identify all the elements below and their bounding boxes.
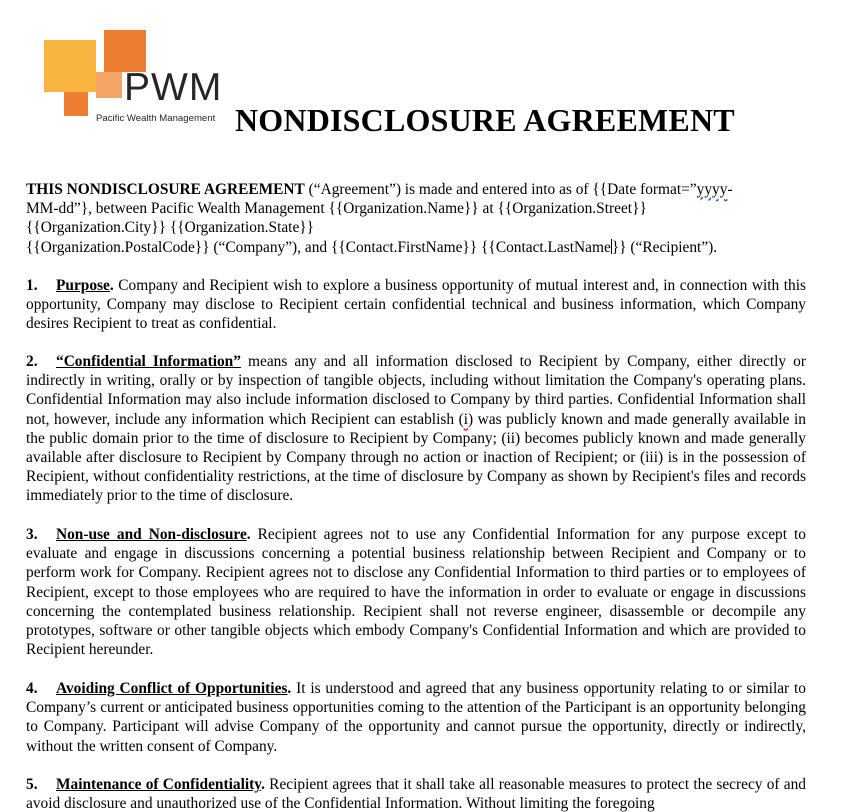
- section-avoiding-conflict: [26, 679, 806, 756]
- heading-period: .: [246, 526, 251, 543]
- section-text: Company and Recipient wish to explore a business opportunity of mutual interest and, in connection with this opportunity, Company may disclose to Recipient certain confidential technical and business information, which Company desires Recipient to treat as confidential.: [26, 277, 806, 333]
- intro-paragraph: [26, 180, 806, 257]
- section-non-use: [26, 525, 806, 659]
- intro-line-1: [26, 180, 806, 199]
- section-heading: Avoiding Conflict of Opportunities: [56, 680, 288, 697]
- pwm-logo: [44, 30, 230, 130]
- section-confidential-information: [26, 352, 806, 506]
- section-number: 2.: [26, 353, 38, 370]
- intro-line-1-end: -: [727, 181, 733, 198]
- section-purpose: [26, 276, 806, 334]
- intro-line-2: MM-dd”}, between Pacific Wealth Management {{Organization.Name}} at {{Organization.Street}}: [26, 200, 647, 218]
- section-heading: “Confidential Information”: [56, 353, 241, 370]
- section-number: 5.: [26, 776, 38, 793]
- section-text: It is understood and agreed that any business opportunity relating to or similar to Company’s current or anticipated business opportunities coming to the attention of the Participant is an opportunity belonging to Company. Participant will advise Company of the opportunity and cannot pursue the opportunity, directly or indirectly, without the written consent of Company.: [26, 680, 806, 755]
- spellcheck-flag[interactable]: i: [463, 410, 468, 428]
- section-text: Recipient agrees that it shall take all reasonable measures to protect the secrecy of and avoid disclosure and unauthorized use of the Confidential Information. Without limiting the foregoing: [26, 776, 806, 812]
- logo-wordmark: PWM: [124, 66, 223, 109]
- heading-period: .: [109, 277, 114, 294]
- section-number: 3.: [26, 526, 38, 543]
- section-text: Recipient agrees not to use any Confidential Information for any purpose except to evaluate and engage in discussions concerning a potential business relationship between Recipient and Company or to perform work for Company. Recipient agrees not to disclose any Confidential Information to third parties or to employees of Recipient, except to those employees who are required to have the information in order to evaluate or engage in discussions concerning the contemplated business relationship. Recipient shall not reverse engineer, disassemble or decompile any prototypes, software or other tangible objects which embody Company's Confidential Information and which are provided to Recipient hereunder.: [26, 526, 806, 659]
- heading-period: .: [261, 776, 265, 793]
- heading-period: .: [287, 680, 292, 697]
- intro-line-3: {{Organization.City}} {{Organization.State}}: [26, 219, 315, 237]
- section-heading: Maintenance of Confidentiality: [56, 776, 262, 793]
- section-number: 1.: [26, 277, 38, 294]
- logo-subtitle: Pacific Wealth Management: [96, 113, 216, 124]
- intro-line-4b: }} (“Recipient”).: [611, 238, 718, 256]
- section-number: 4.: [26, 680, 38, 697]
- spellcheck-flag[interactable]: yyyy: [696, 181, 728, 198]
- section-maintenance: [26, 775, 806, 812]
- section-heading: Non-use and Non-disclosure: [56, 526, 247, 543]
- document-title: NONDISCLOSURE AGREEMENT: [235, 102, 735, 138]
- logo-square-mid: [96, 72, 122, 98]
- logo-square-small: [64, 92, 88, 116]
- intro-line-4: [26, 238, 806, 257]
- intro-line-4a: {{Organization.PostalCode}} (“Company”), and {{Contact.FirstName}} {{Contact.LastName: [26, 238, 611, 256]
- logo-square-main: [44, 40, 96, 92]
- intro-line-1-text: (“Agreement”) is made and entered into as of {{Date format=”: [304, 181, 697, 198]
- section-text-b: ) was publicly known and made generally available in the public domain prior to the time of disclosure to Recipient by Company; (ii) becomes publicly known and made generally available after disclosure to Recipient by Company through no action or inaction of Recipient; or (iii) is in the possession of Recipient, without confidentiality restrictions, at the time of disclosure by Company as shown by Recipient's files and records immediately prior to the time of disclosure.: [26, 410, 807, 505]
- intro-lead: THIS NONDISCLOSURE AGREEMENT: [26, 181, 305, 198]
- section-text-a: means any and all information disclosed to Recipient by Company, either directly or indirectly in writing, orally or by inspection of tangible objects, including without limitation the Company's operating plans. Confidential Information may also include information disclosed to Company by third parties. Confidential Information shall not, however, include any information which Recipient can establish (: [26, 353, 806, 428]
- section-heading: Purpose: [56, 277, 110, 294]
